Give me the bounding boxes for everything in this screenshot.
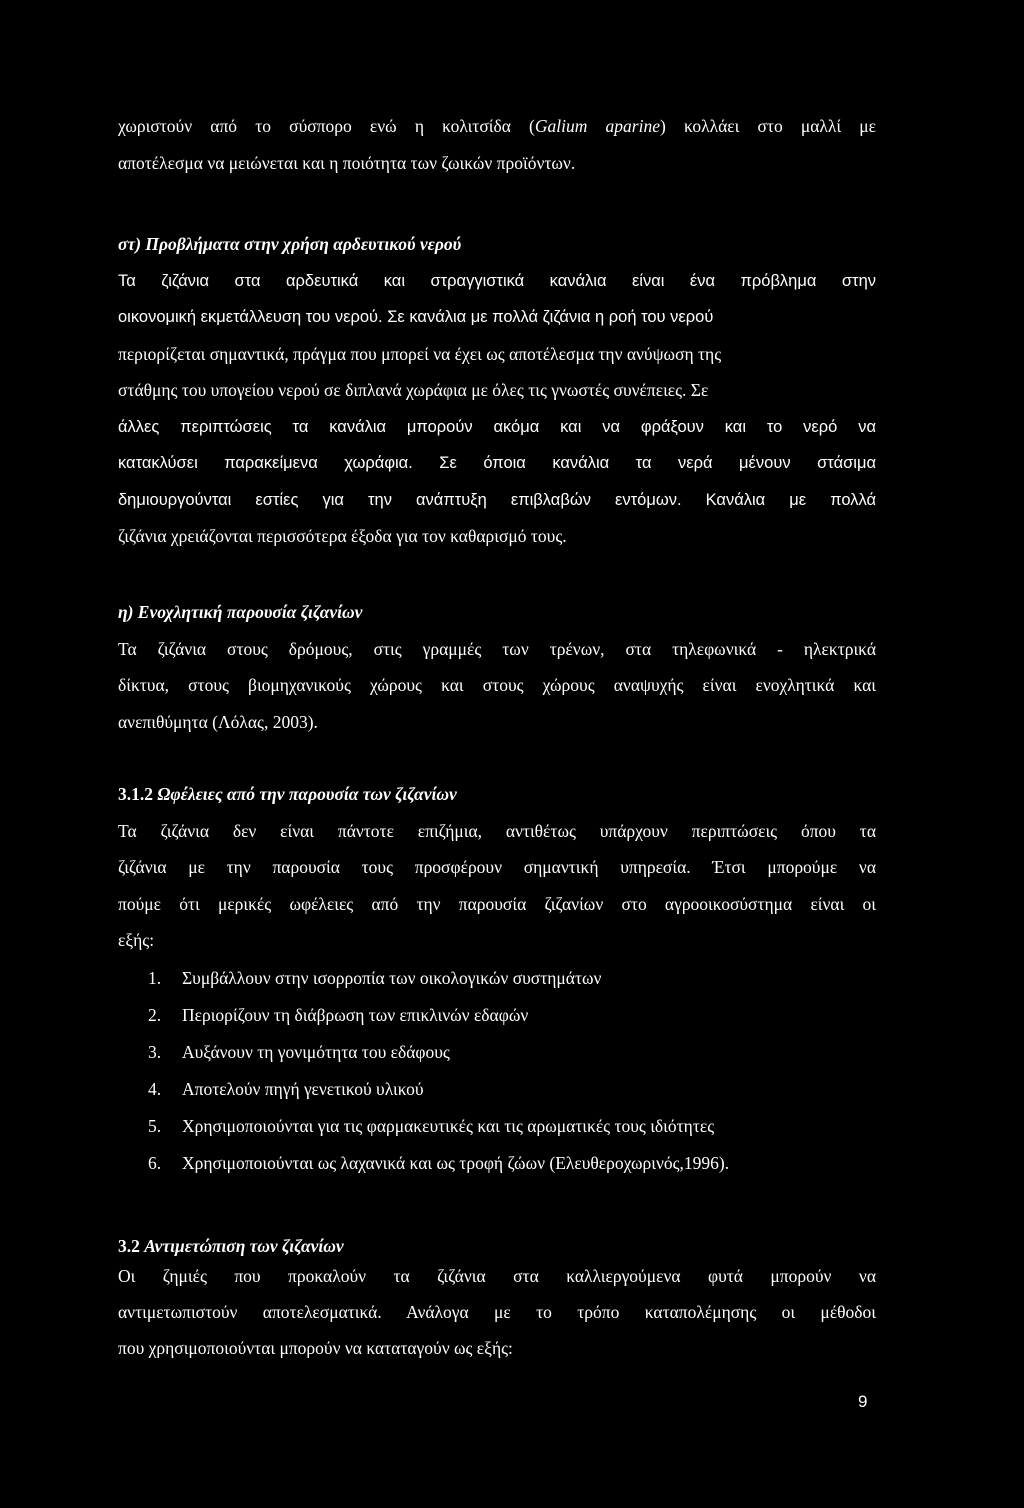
section-32-line-2: αντιμετωπιστούν αποτελεσματικά. Ανάλογα με το τρόπο καταπολέμησης οι μέθοδοι <box>118 1302 876 1322</box>
section-312-line-3: πούμε ότι μερικές ωφέλειες από την παρουσία ζιζανίων στο αγροοικοσύστημα είναι οι <box>118 893 876 914</box>
section-st-line-2a: οικονομική εκμετάλλευση του νερού. Σε κανάλια με πολλά ζιζάνια η ροή του νερού <box>118 308 714 326</box>
intro-paragraph <box>118 108 876 181</box>
section-st-line-3: περιορίζεται σημαντικά, πράγμα που μπορεί να έχει ως αποτέλεσμα την ανύψωση της <box>118 343 722 364</box>
section-32-number: 3.2 <box>118 1236 140 1256</box>
list-item: 1. Συμβάλλουν στην ισορροπία των οικολογικών συστημάτων <box>148 968 602 988</box>
section-st-line-4: στάθμης του υπογείου νερού σε διπλανά χωράφια με όλες τις γνωστές συνέπειες. Σε <box>118 380 709 400</box>
intro-line-1: χωριστούν από το σύσπορο ενώ η κολιτσίδα (Galium aparine) κολλάει στο μαλλί με <box>118 116 876 136</box>
section-i-line-2: δίκτυα, στους βιομηχανικούς χώρους και στους χώρους αναψυχής είναι ενοχλητικά και <box>118 675 876 695</box>
section-32-line-3: που χρησιμοποιούνται μπορούν να καταταγούν ως εξής: <box>118 1338 513 1358</box>
list-item: 4. Αποτελούν πηγή γενετικού υλικού <box>148 1079 424 1099</box>
section-312-line-4: εξής: <box>118 930 155 950</box>
section-i-line-3: ανεπιθύμητα (Λόλας, 2003). <box>118 711 318 732</box>
intro-line-2: αποτέλεσμα να μειώνεται και η ποιότητα των ζωικών προϊόντων. <box>118 152 576 173</box>
section-st-line-8: ζιζάνια χρειάζονται περισσότερα έξοδα για τον καθαρισμό τους. <box>118 526 567 546</box>
section-st-line-1: Τα ζιζάνια στα αρδευτικά και στραγγιστικά κανάλια είναι ένα πρόβλημα στην <box>118 271 876 290</box>
section-312-number: 3.1.2 <box>118 784 153 804</box>
section-st <box>118 226 876 555</box>
section-i-heading: η) Ενοχλητική παρουσία ζιζανίων <box>118 602 363 622</box>
intro-species-name: Galium aparine <box>534 116 660 136</box>
list-item: 6. Χρησιμοποιούνται ως λαχανικά και ως τροφή ζώων (Ελευθεροχωρινός,1996). <box>148 1153 730 1173</box>
list-item: 5. Χρησιμοποιούνται για τις φαρμακευτικές και τις αρωματικές τους ιδιότητες <box>148 1116 715 1136</box>
list-item: 2. Περιορίζουν τη διάβρωση των επικλινών εδαφών <box>148 1005 529 1025</box>
section-st-line-6: κατακλύσει παρακείμενα χωράφια. Σε όποια κανάλια τα νερά μένουν στάσιμα <box>118 454 876 472</box>
section-st-line-5: άλλες περιπτώσεις τα κανάλια μπορούν ακόμα και να φράξουν και το νερό να <box>118 417 876 436</box>
list-item: 3. Αυξάνουν τη γονιμότητα του εδάφους <box>148 1042 450 1062</box>
section-312-line-2: ζιζάνια με την παρουσία τους προσφέρουν σημαντική υπηρεσία. Έτσι μπορούμε να <box>118 857 876 877</box>
section-32-heading <box>118 1234 876 1258</box>
section-st-heading: στ) Προβλήματα στην χρήση αρδευτικού νερού <box>118 234 462 254</box>
section-312 <box>118 776 876 959</box>
page-number: 9 <box>858 1392 868 1411</box>
section-312-heading <box>118 776 876 813</box>
section-32 <box>118 1234 876 1366</box>
section-312-title: Ωφέλειες από την παρουσία των ζιζανίων <box>157 784 457 804</box>
section-312-line-1: Τα ζιζάνια δεν είναι πάντοτε επιζήμια, αντιθέτως υπάρχουν περιπτώσεις όπου τα <box>118 820 876 841</box>
section-32-line-1: Οι ζημιές που προκαλούν τα ζιζάνια στα καλλιεργούμενα φυτά μπορούν να <box>118 1266 876 1286</box>
section-i <box>118 594 876 740</box>
section-i-line-1: Τα ζιζάνια στους δρόμους, στις γραμμές των τρένων, στα τηλεφωνικά - ηλεκτρικά <box>118 638 876 659</box>
section-st-line-7: δημιουργούνται εστίες για την ανάπτυξη επιβλαβών εντόμων. Κανάλια με πολλά <box>118 490 876 509</box>
section-32-title: Αντιμετώπιση των ζιζανίων <box>144 1236 344 1256</box>
